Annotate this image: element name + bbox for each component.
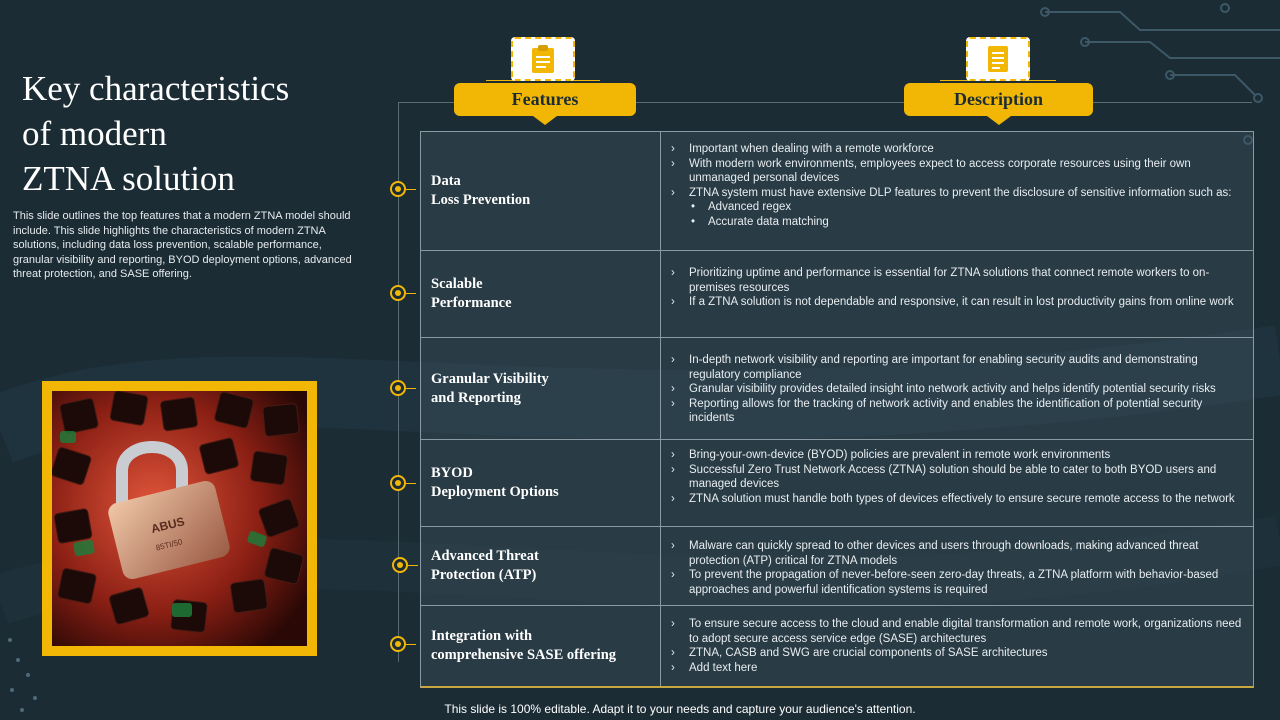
- feature-cell: Data Loss Prevention: [421, 132, 661, 250]
- description-cell: [661, 251, 1253, 337]
- document-icon: [966, 37, 1030, 81]
- description-cell: [661, 527, 1253, 605]
- slide-description: This slide outlines the top features that a modern ZTNA model should include. This slide highlights the characteristics of modern ZTNA solutions, including data loss prevention, scalable performance, granular visibility and reporting, BYOD deployment options, advanced threat protection, and SASE offering.: [13, 210, 352, 280]
- description-cell: [661, 338, 1253, 439]
- sub-list-item: • Accurate data matching: [669, 215, 1245, 230]
- list-item: › Prioritizing uptime and performance is essential for ZTNA solutions that connect remote workers to on-premises resources: [669, 266, 1245, 295]
- timeline-dot-icon: [390, 475, 406, 491]
- feature-cell: Granular Visibility and Reporting: [421, 338, 661, 439]
- list-item: › Add text here: [669, 661, 1245, 676]
- sub-list-item: • Advanced regex: [669, 200, 1245, 215]
- list-item: › Malware can quickly spread to other devices and users through downloads, making advanced threat protection (ATP) critical for ZTNA models: [669, 539, 1245, 568]
- features-header: Features: [454, 83, 636, 116]
- timeline-dot-tail: [406, 189, 416, 190]
- timeline-dot-tail: [408, 565, 418, 566]
- list-item: › Reporting allows for the tracking of network activity and enables the identification of potential security incidents: [669, 397, 1245, 426]
- timeline-dot-icon: [390, 181, 406, 197]
- list-item: › Granular visibility provides detailed insight into network activity and helps identify potential security risks: [669, 382, 1245, 397]
- feature-cell: BYOD Deployment Options: [421, 440, 661, 526]
- timeline-dot-tail: [406, 644, 416, 645]
- table-row: [421, 527, 1253, 606]
- padlock-illustration: [52, 391, 307, 646]
- list-item: › ZTNA system must have extensive DLP features to prevent the disclosure of sensitive information such as:: [669, 186, 1245, 201]
- table-row: [421, 132, 1253, 251]
- timeline-dot-icon: [392, 557, 408, 573]
- list-item: › ZTNA solution must handle both types of devices effectively to ensure secure remote access to the network: [669, 492, 1245, 507]
- description-cell: [661, 440, 1253, 526]
- list-item: › In-depth network visibility and reporting are important for enabling security audits and demonstrating regulatory compliance: [669, 353, 1245, 382]
- timeline-dot-tail: [406, 293, 416, 294]
- list-item: › Successful Zero Trust Network Access (ZTNA) solution should be able to cater to both BYOD users and managed devices: [669, 463, 1245, 492]
- list-item: › To ensure secure access to the cloud and enable digital transformation and remote work, organizations need to adopt secure access service edge (SASE) architectures: [669, 617, 1245, 646]
- description-cell: [661, 132, 1253, 250]
- table-row: [421, 606, 1253, 686]
- description-header: Description: [904, 83, 1093, 116]
- feature-cell: Scalable Performance: [421, 251, 661, 337]
- list-item: › With modern work environments, employees expect to access corporate resources using their own unmanaged personal devices: [669, 157, 1245, 186]
- list-item: › ZTNA, CASB and SWG are crucial components of SASE architectures: [669, 646, 1245, 661]
- timeline-dot-icon: [390, 636, 406, 652]
- table-row: [421, 251, 1253, 338]
- table-row: [421, 440, 1253, 527]
- slide-footer: [0, 702, 1280, 716]
- timeline-dot-tail: [406, 483, 416, 484]
- feature-cell: Advanced Threat Protection (ATP): [421, 527, 661, 605]
- padlock-model-text: 85TI/50: [154, 537, 184, 553]
- list-item: › If a ZTNA solution is not dependable and responsive, it can result in lost productivity gains from online work: [669, 295, 1245, 310]
- list-item: › Bring-your-own-device (BYOD) policies are prevalent in remote work environments: [669, 448, 1245, 463]
- padlock-brand-text: ABUS: [149, 514, 186, 537]
- description-cell: [661, 606, 1253, 686]
- timeline-dot-icon: [390, 380, 406, 396]
- padlock-keyboard-photo: [42, 381, 317, 656]
- clipboard-icon: [511, 37, 575, 81]
- timeline-dot-tail: [406, 388, 416, 389]
- features-table: [420, 131, 1254, 688]
- list-item: › To prevent the propagation of never-before-seen zero-day threats, a ZTNA platform with behavior-based approaches and powerful identification systems is required: [669, 568, 1245, 597]
- footer-text: This slide is 100% editable. Adapt it to your needs and capture your audience's attention.: [444, 702, 916, 716]
- table-row: [421, 338, 1253, 440]
- slide-title: Key characteristics of modern ZTNA solution: [22, 69, 290, 198]
- list-item: › Important when dealing with a remote workforce: [669, 142, 1245, 157]
- feature-cell: Integration with comprehensive SASE offering: [421, 606, 661, 686]
- timeline-dot-icon: [390, 285, 406, 301]
